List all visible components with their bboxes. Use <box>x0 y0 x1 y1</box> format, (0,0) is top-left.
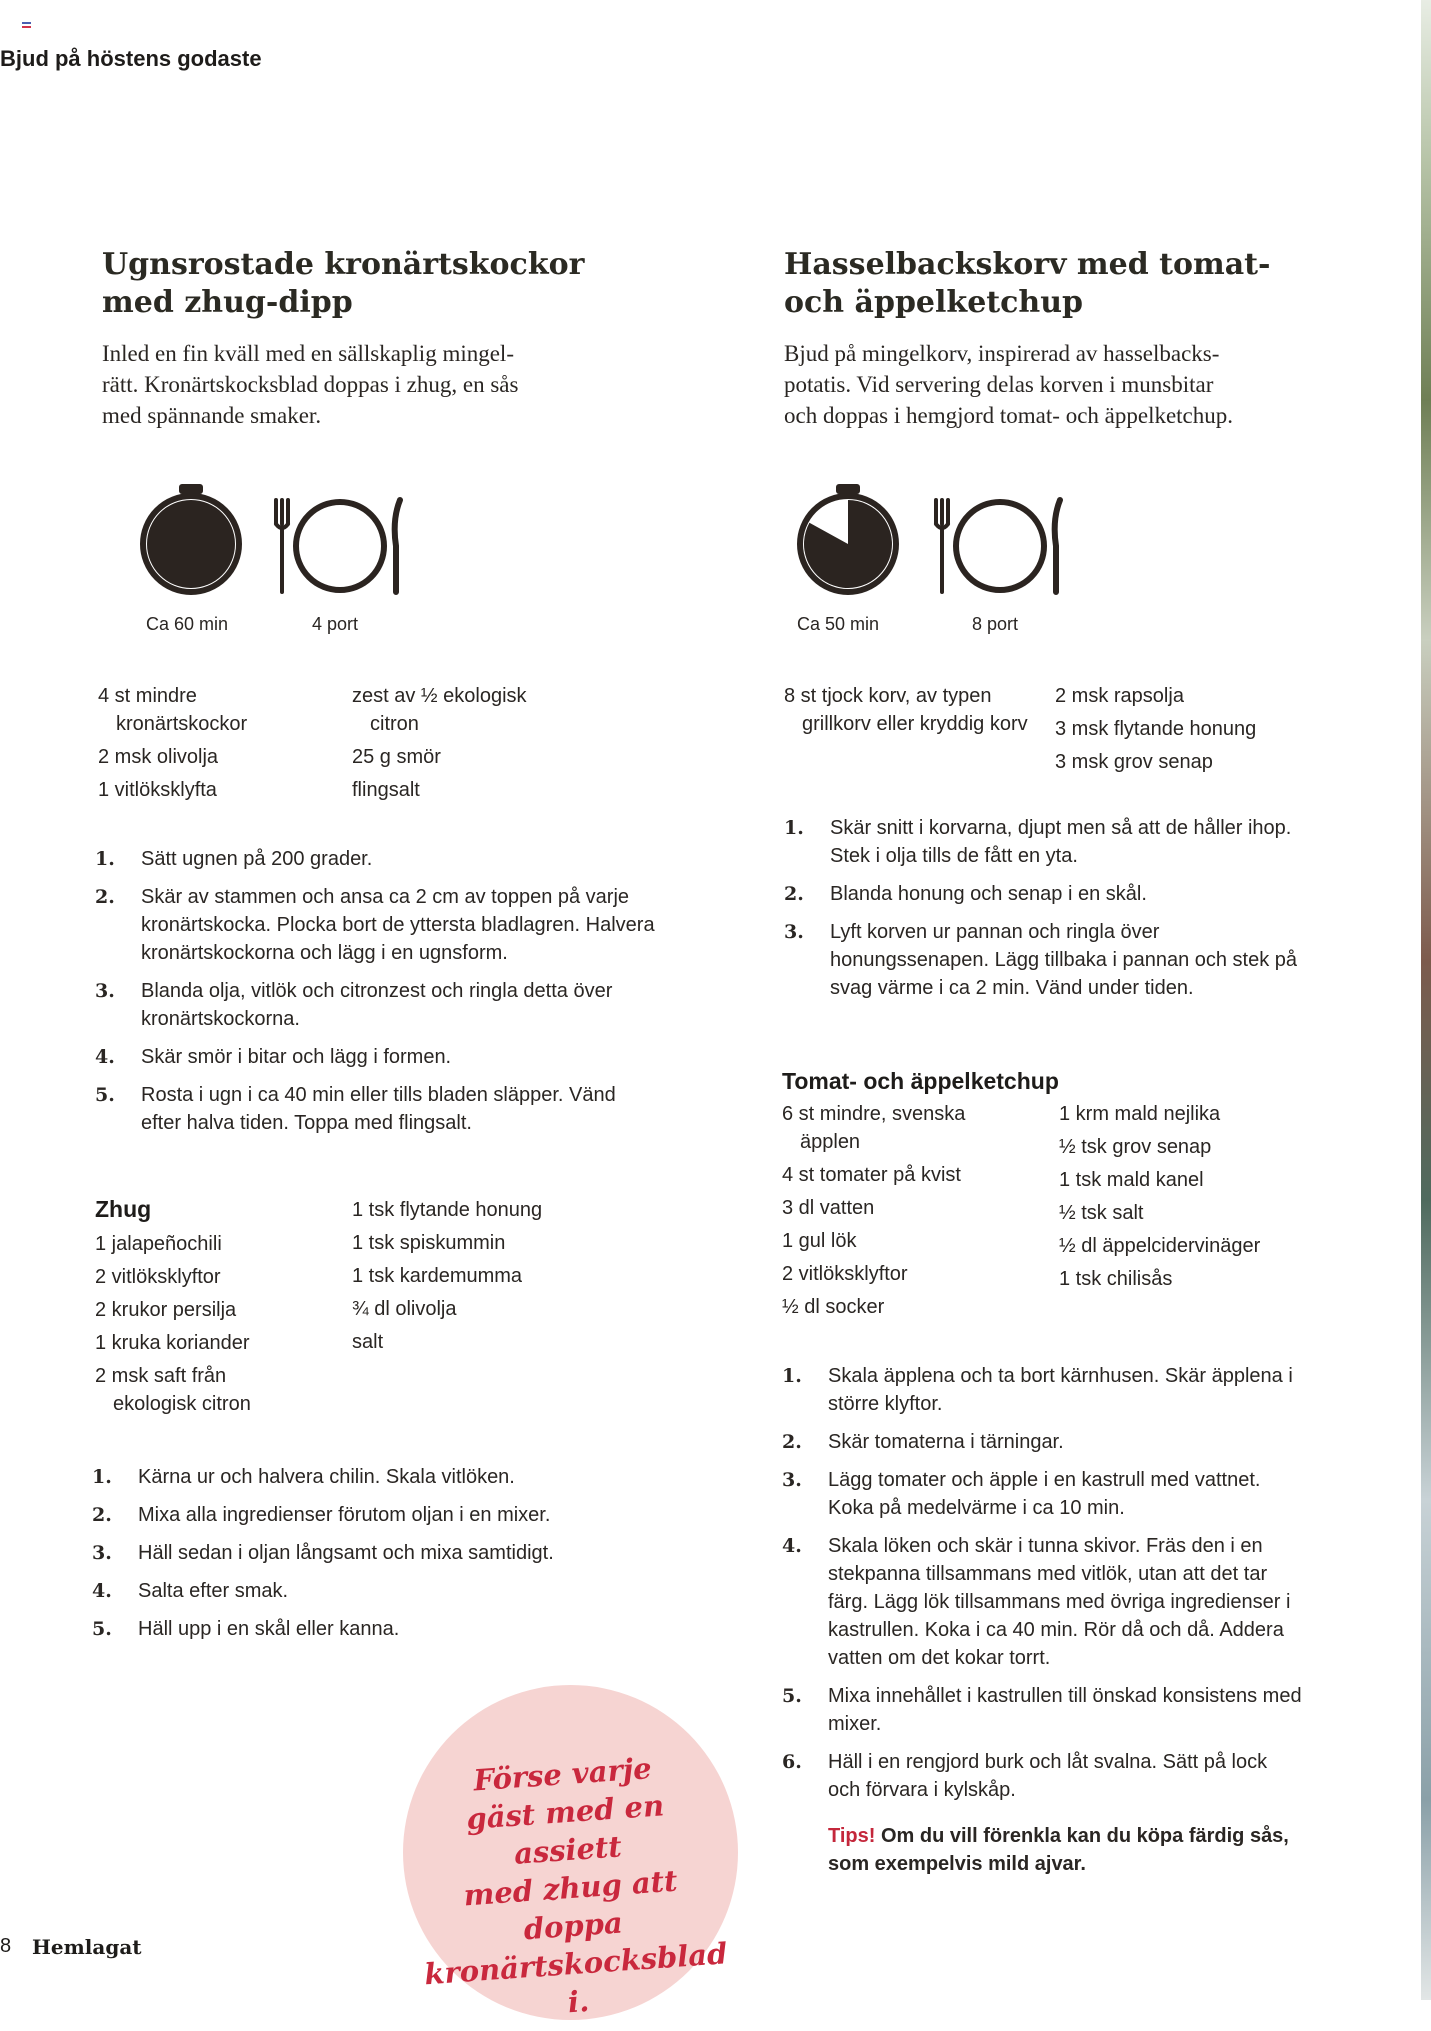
ingredient-list <box>98 682 328 809</box>
step-item: 3. Häll sedan i oljan långsamt och mixa samtidigt. <box>92 1542 554 1564</box>
step-list <box>92 1463 652 1653</box>
recipe-intro <box>102 338 518 431</box>
subrecipe-title: Zhug <box>95 1196 152 1222</box>
step-item: 5. Häll upp i en skål eller kanna. <box>92 1618 400 1640</box>
ingredient-item: 1 tsk kardemumma <box>352 1265 523 1287</box>
recipe-title <box>102 246 584 322</box>
ingredient-item: 1 kruka koriander <box>95 1332 250 1354</box>
ingredient-list <box>352 682 572 809</box>
tips-text: Om du vill förenkla kan du köpa färdig sås, som exempelvis mild ajvar. <box>828 1825 1289 1875</box>
step-list <box>784 814 1304 1012</box>
step-text: Rosta i ugn i ca 40 min eller tills bladen släpper. Vänd efter halva tiden. Toppa med flingsalt. <box>141 1084 616 1134</box>
ingredient-item: 4 st mindre kronärtskockor <box>98 685 248 735</box>
step-text: Skär tomaterna i tärningar. <box>828 1431 1064 1453</box>
step-text: Lägg tomater och äpple i en kastrull med vattnet. Koka på medelvärme i ca 10 min. <box>828 1469 1261 1519</box>
recipe-title-line: med zhug-dipp <box>102 285 353 320</box>
step-item: 4. Salta efter smak. <box>92 1580 289 1602</box>
timer-icon <box>793 482 903 598</box>
plate-ring <box>296 502 384 590</box>
ingredient-item: 6 st mindre, svenska äpplen <box>782 1103 966 1153</box>
knife-icon <box>395 500 400 592</box>
step-item: 2. Mixa alla ingredienser förutom oljan i en mixer. <box>92 1504 551 1526</box>
ingredient-item: ½ dl äppelcidervinäger <box>1059 1235 1261 1257</box>
plate-icon <box>272 496 407 596</box>
ingredient-list <box>1055 682 1315 781</box>
step-text: Blanda olja, vitlök och citronzest och ringla detta över kronärtskockorna. <box>141 980 613 1030</box>
step-text: Mixa alla ingredienser förutom oljan i en mixer. <box>138 1504 551 1526</box>
recipe-title <box>784 246 1271 322</box>
ingredient-item: 2 msk rapsolja <box>1055 685 1184 707</box>
step-text: Skala äpplena och ta bort kärnhusen. Skär äpplena i större klyftor. <box>828 1365 1293 1415</box>
intro-line: med spännande smaker. <box>102 403 322 428</box>
step-list <box>95 845 655 1147</box>
ingredient-item: flingsalt <box>352 779 420 801</box>
tips-label: Tips! <box>828 1825 876 1847</box>
quote-line: med zhug att doppa <box>462 1863 679 1947</box>
step-item: 6. Häll i en rengjord burk och låt svalna. Sätt på lock och förvara i kylskåp. <box>782 1751 1268 1801</box>
recipe-title-line: Ugnsrostade kronärtskockor <box>102 247 585 282</box>
tips-box <box>828 1822 1308 1878</box>
quote-line: Förse varje <box>472 1751 653 1798</box>
cook-time: Ca 50 min <box>797 614 880 634</box>
step-text: Sätt ugnen på 200 grader. <box>141 848 373 870</box>
adjacent-page-edge <box>1421 0 1431 2000</box>
cook-time: Ca 60 min <box>146 614 229 634</box>
knife-icon <box>1055 500 1060 592</box>
step-text: Lyft korven ur pannan och ringla över honungssenapen. Lägg tillbaka i pannan och stek på svag värme i ca 2 min. Vänd under tiden. <box>830 921 1298 999</box>
fork-icon <box>276 500 288 592</box>
intro-line: Bjud på mingelkorv, inspirerad av hasselbacks- <box>784 341 1220 366</box>
step-item: 4. Skär smör i bitar och lägg i formen. <box>95 1046 452 1068</box>
step-item: 3. Lyft korven ur pannan och ringla över honungssenapen. Lägg tillbaka i pannan och stek på svag värme i ca 2 min. Vänd under tiden. <box>784 921 1298 999</box>
ingredient-item: ¾ dl olivolja <box>352 1298 457 1320</box>
intro-line: rätt. Kronärtskocksblad doppas i zhug, en sås <box>102 372 519 397</box>
ingredient-item: ½ tsk salt <box>1059 1202 1144 1224</box>
ingredient-item: 2 krukor persilja <box>95 1299 237 1321</box>
step-item: 2. Blanda honung och senap i en skål. <box>784 883 1147 905</box>
quote-text <box>409 1745 732 2031</box>
intro-line: och doppas i hemgjord tomat- och äppelketchup. <box>784 403 1234 428</box>
subrecipe-title: Tomat- och äppelketchup <box>782 1068 1059 1094</box>
ingredient-item: salt <box>352 1331 384 1353</box>
ingredient-item: ½ dl socker <box>782 1296 885 1318</box>
ingredient-list <box>782 1100 1022 1326</box>
step-text: Mixa innehållet i kastrullen till önskad konsistens med mixer. <box>828 1685 1302 1735</box>
step-list <box>782 1362 1302 1814</box>
step-item: 1. Skär snitt i korvarna, djupt men så att de håller ihop. Stek i olja tills de fått en yta. <box>784 817 1292 867</box>
step-item: 2. Skär av stammen och ansa ca 2 cm av toppen på varje kronärtskocka. Plocka bort de yttersta bladlagren. Halvera kronärtskockorna och lägg i en ugnsform. <box>95 886 655 964</box>
ingredient-item: 1 jalapeñochili <box>95 1233 222 1255</box>
ingredient-item: zest av ½ ekologisk citron <box>352 685 527 735</box>
page-number: 8 <box>0 1935 12 1957</box>
recipe-intro <box>784 338 1233 431</box>
step-item: 3. Blanda olja, vitlök och citronzest och ringla detta över kronärtskockorna. <box>95 980 613 1030</box>
portions: 8 port <box>972 614 1019 634</box>
quote-line: gäst med en assiett <box>465 1788 666 1871</box>
recipe-title-line: och äppelketchup <box>784 285 1084 320</box>
step-item: 1. Skala äpplena och ta bort kärnhusen. Skär äpplena i större klyftor. <box>782 1365 1293 1415</box>
step-text: Häll upp i en skål eller kanna. <box>138 1618 400 1640</box>
step-text: Häll sedan i oljan långsamt och mixa samtidigt. <box>138 1542 554 1564</box>
ingredient-item: 2 msk olivolja <box>98 746 219 768</box>
ingredient-item: 1 krm mald nejlika <box>1059 1103 1221 1125</box>
plate-ring <box>956 502 1044 590</box>
step-text: Skär av stammen och ansa ca 2 cm av toppen på varje kronärtskocka. Plocka bort de yttersta bladlagren. Halvera kronärtskockorna och lägg i en ugnsform. <box>141 886 655 964</box>
step-item: 1. Kärna ur och halvera chilin. Skala vitlöken. <box>92 1466 515 1488</box>
step-item: 5. Mixa innehållet i kastrullen till önskad konsistens med mixer. <box>782 1685 1302 1735</box>
step-item: 2. Skär tomaterna i tärningar. <box>782 1431 1064 1453</box>
magazine-brand: Hemlagat <box>32 1935 142 1959</box>
fork-icon <box>936 500 948 592</box>
ingredient-item: 2 vitlöksklyftor <box>782 1263 908 1285</box>
ingredient-item: 3 dl vatten <box>782 1197 875 1219</box>
ingredient-item: 3 msk grov senap <box>1055 751 1213 773</box>
section-title: Bjud på höstens godaste <box>0 46 262 71</box>
step-item: 4. Skala löken och skär i tunna skivor. Fräs den i en stekpanna tillsammans med vitlök, utan att det tar färg. Lägg lök tillsammans med övriga ingredienser i kastrullen. Koka i ca 40 min. Rör då och då. Addera vatten om det kokar torrt. <box>782 1535 1291 1669</box>
ingredient-item: 1 tsk chilisås <box>1059 1268 1173 1290</box>
step-text: Skär smör i bitar och lägg i formen. <box>141 1046 452 1068</box>
ingredient-item: 8 st tjock korv, av typen grillkorv eller kryddig korv <box>784 685 1028 735</box>
ingredient-list <box>95 1230 295 1423</box>
ingredient-item: 2 vitlöksklyftor <box>95 1266 221 1288</box>
ingredient-item: 1 tsk spiskummin <box>352 1232 506 1254</box>
ingredient-item: 1 tsk flytande honung <box>352 1199 543 1221</box>
ingredient-item: 1 gul lök <box>782 1230 857 1252</box>
flag-icon <box>22 22 31 29</box>
quote-line: kronärtskocksblad i. <box>423 1936 729 2020</box>
step-text: Häll i en rengjord burk och låt svalna. Sätt på lock och förvara i kylskåp. <box>828 1751 1268 1801</box>
timer-icon <box>136 482 246 598</box>
step-item: 5. Rosta i ugn i ca 40 min eller tills bladen släpper. Vänd efter halva tiden. Toppa med flingsalt. <box>95 1084 616 1134</box>
step-text: Blanda honung och senap i en skål. <box>830 883 1147 905</box>
timer-knob <box>179 484 203 494</box>
ingredient-item: 1 tsk mald kanel <box>1059 1169 1204 1191</box>
plate-icon <box>932 496 1067 596</box>
ingredient-list <box>352 1196 612 1361</box>
ingredient-item: 25 g smör <box>352 746 441 768</box>
timer-knob <box>836 484 860 494</box>
step-text: Skala löken och skär i tunna skivor. Fräs den i en stekpanna tillsammans med vitlök, utan att det tar färg. Lägg lök tillsammans med övriga ingredienser i kastrullen. Koka i ca 40 min. Rör då och då. Addera vatten om det kokar torrt. <box>828 1535 1291 1669</box>
timer-fill <box>147 500 235 588</box>
step-item: 3. Lägg tomater och äpple i en kastrull med vattnet. Koka på medelvärme i ca 10 min. <box>782 1469 1261 1519</box>
intro-line: potatis. Vid servering delas korven i munsbitar <box>784 372 1214 397</box>
ingredient-item: 2 msk saft från ekologisk citron <box>95 1365 251 1415</box>
ingredient-item: 4 st tomater på kvist <box>782 1164 961 1186</box>
recipe-title-line: Hasselbackskorv med tomat- <box>784 247 1271 282</box>
ingredient-item: ½ tsk grov senap <box>1059 1136 1212 1158</box>
step-item: 1. Sätt ugnen på 200 grader. <box>95 848 373 870</box>
ingredient-list <box>1059 1100 1329 1298</box>
step-text: Salta efter smak. <box>138 1580 289 1602</box>
ingredient-list <box>784 682 1034 743</box>
ingredient-item: 1 vitlöksklyfta <box>98 779 217 801</box>
intro-line: Inled en fin kväll med en sällskaplig mingel- <box>102 341 514 366</box>
step-text: Skär snitt i korvarna, djupt men så att de håller ihop. Stek i olja tills de fått en yta. <box>830 817 1292 867</box>
ingredient-item: 3 msk flytande honung <box>1055 718 1257 740</box>
step-text: Kärna ur och halvera chilin. Skala vitlöken. <box>138 1466 515 1488</box>
portions: 4 port <box>312 614 359 634</box>
